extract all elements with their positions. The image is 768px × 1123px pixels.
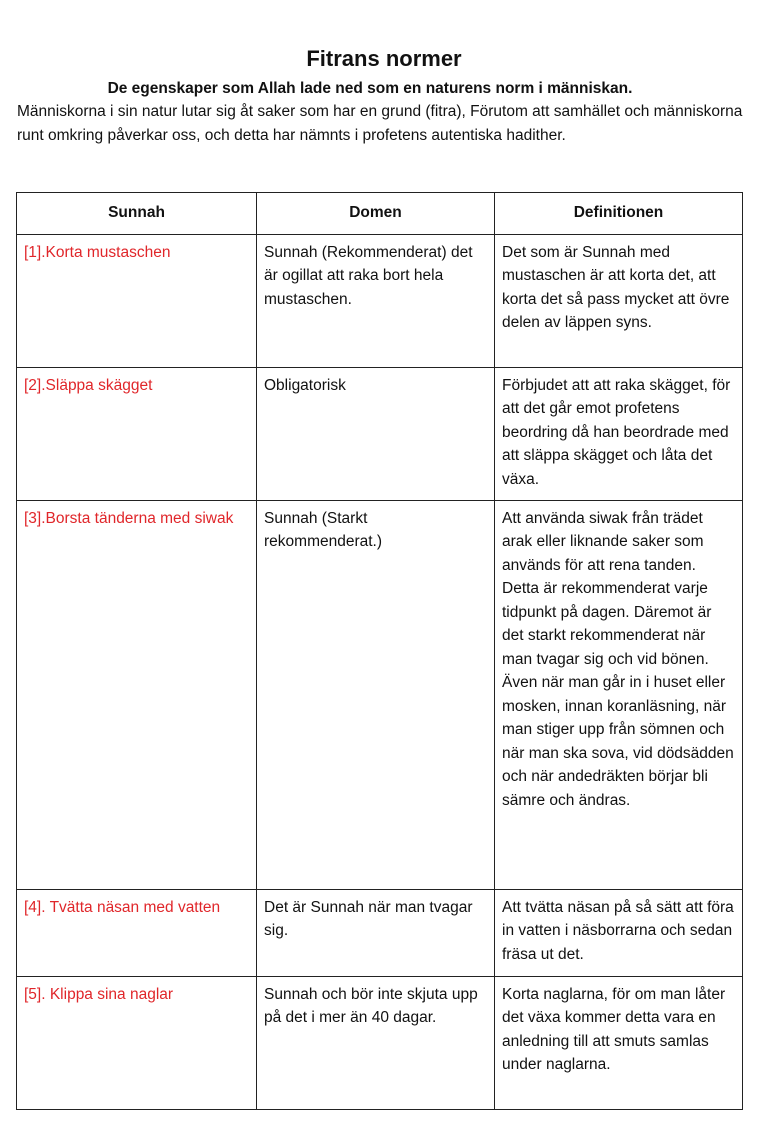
document-title: Fitrans normer <box>306 46 462 71</box>
sunnah-cell: [3].Borsta tänderna med siwak <box>17 500 257 889</box>
domen-cell: Obligatorisk <box>257 367 495 500</box>
table-row <box>17 234 743 367</box>
document-subtitle: De egenskaper som Allah lade ned som en naturens norm i människan. <box>107 80 633 97</box>
header-definitionen: Definitionen <box>495 193 743 235</box>
table-row <box>17 500 743 889</box>
table-row <box>17 976 743 1109</box>
table-row <box>17 367 743 500</box>
definition-cell: Förbjudet att att raka skägget, för att det går emot profetens beordring då han beordrade med att släppa skägget och låta det växa. <box>495 367 743 500</box>
domen-cell: Det är Sunnah när man tvagar sig. <box>257 889 495 976</box>
header-sunnah: Sunnah <box>17 193 257 235</box>
intro-paragraph: Människorna i sin natur lutar sig åt saker som har en grund (fitra), Förutom att samhället och människorna runt omkring påverkar oss, och detta har nämnts i profetens autentiska hadither. <box>17 103 743 144</box>
sunnah-cell: [1].Korta mustaschen <box>17 234 257 367</box>
definition-cell: Det som är Sunnah med mustaschen är att korta det, att korta det så pass mycket att övre delen av läppen syns. <box>495 234 743 367</box>
definition-cell: Att tvätta näsan på så sätt att föra in vatten i näsborrarna och sedan fräsa ut det. <box>495 889 743 976</box>
sunnah-cell: [4]. Tvätta näsan med vatten <box>17 889 257 976</box>
domen-cell: Sunnah (Starkt rekommenderat.) <box>257 500 495 889</box>
header-domen: Domen <box>257 193 495 235</box>
table-header-row <box>17 193 743 235</box>
definition-cell: Korta naglarna, för om man låter det växa kommer detta vara en anledning till att smuts samlas under naglarna. <box>495 976 743 1109</box>
definition-cell: Att använda siwak från trädet arak eller liknande saker som används för att rena tanden. Detta är rekommenderat varje tidpunkt på dagen. Däremot är det starkt rekommenderat när man tvagar sig och vid bönen. Även när man går in i huset eller mosken, innan koranläsning, när man stiger upp från sömnen och när man ska sova, vid dödsädden och när andedräkten börjar bli sämre och ändras. <box>495 500 743 889</box>
domen-cell: Sunnah och bör inte skjuta upp på det i mer än 40 dagar. <box>257 976 495 1109</box>
sunnah-cell: [5]. Klippa sina naglar <box>17 976 257 1109</box>
table-row <box>17 889 743 976</box>
sunnah-cell: [2].Släppa skägget <box>17 367 257 500</box>
domen-cell: Sunnah (Rekommenderat) det är ogillat att raka bort hela mustaschen. <box>257 234 495 367</box>
fitra-norms-table <box>16 192 743 1110</box>
